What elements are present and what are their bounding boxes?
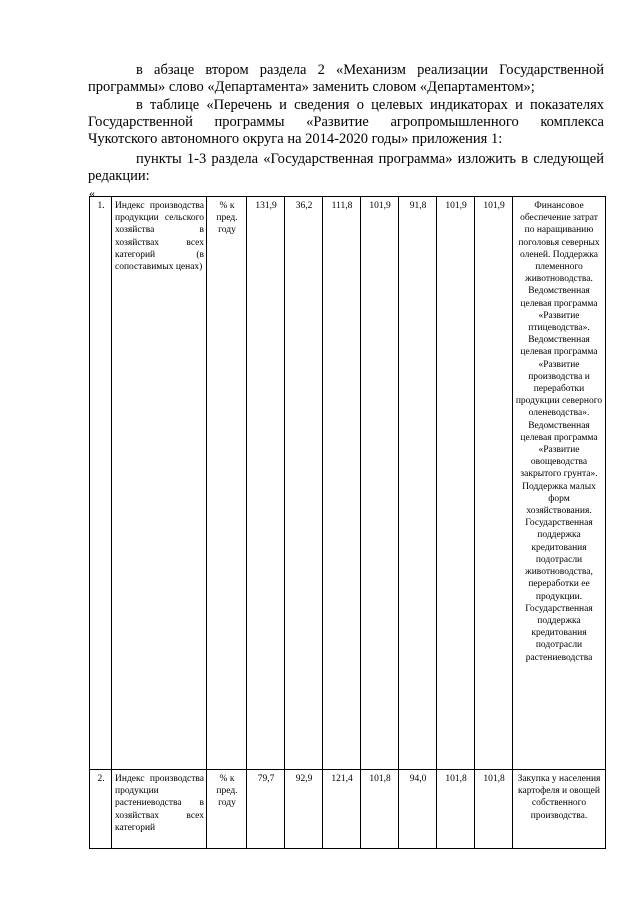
unit-cell: % к пред. году xyxy=(207,770,247,849)
value-cell: 121,4 xyxy=(323,770,361,849)
value-cell: 111,8 xyxy=(323,197,361,770)
paragraph-1: в абзаце втором раздела 2 «Механизм реализации Государственной программы» слово «Департамента» заменить словом «Департаментом»; xyxy=(88,62,604,95)
value-cell: 101,9 xyxy=(475,197,513,770)
indicators-table xyxy=(89,196,606,849)
value-cell: 92,9 xyxy=(285,770,323,849)
paragraph-3: пункты 1-3 раздела «Государственная программа» изложить в следующей редакции: xyxy=(88,151,604,184)
value-cell: 101,8 xyxy=(437,770,475,849)
value-cell: 91,8 xyxy=(399,197,437,770)
value-cell: 36,2 xyxy=(285,197,323,770)
value-cell: 131,9 xyxy=(247,197,285,770)
row-number: 2. xyxy=(90,770,112,849)
row-number: 1. xyxy=(90,197,112,770)
paragraph-2: в таблице «Перечень и сведения о целевых индикаторах и показателях Государственной программы «Развитие агропромышленного комплекса Чукотского автономного округа на 2014-2020 годы» приложения 1: xyxy=(88,97,604,147)
value-cell: 101,9 xyxy=(361,197,399,770)
unit-cell: % к пред. году xyxy=(207,197,247,770)
opening-quote-mark: « xyxy=(89,186,95,200)
value-cell: 101,9 xyxy=(437,197,475,770)
table-row xyxy=(90,770,606,849)
measures-description: Финансовое обеспечение затрат по наращиванию поголовья северных оленей. Поддержка племенного животноводства. Ведомственная целевая программа «Развитие птицеводства». Ведомственная целевая программа «Развитие производства и переработки продукции северного оленеводства». Ведомственная целевая программа «Развитие овощеводства закрытого грунта». Поддержка малых форм хозяйствования. Государственная поддержка кредитования подотрасли животноводства, переработки ее продукции. Государственная поддержка кредитования подотрасли растениеводства xyxy=(513,197,606,770)
value-cell: 101,8 xyxy=(361,770,399,849)
value-cell: 94,0 xyxy=(399,770,437,849)
indicator-name: Индекс производства продукции сельского хозяйства в хозяйствах всех категорий (в сопоставимых ценах) xyxy=(112,197,207,770)
value-cell: 79,7 xyxy=(247,770,285,849)
table-row xyxy=(90,197,606,770)
measures-description: Закупка у населения картофеля и овощей собственного производства. xyxy=(513,770,606,849)
value-cell: 101,8 xyxy=(475,770,513,849)
indicator-name: Индекс производства продукции растениеводства в хозяйствах всех категорий xyxy=(112,770,207,849)
